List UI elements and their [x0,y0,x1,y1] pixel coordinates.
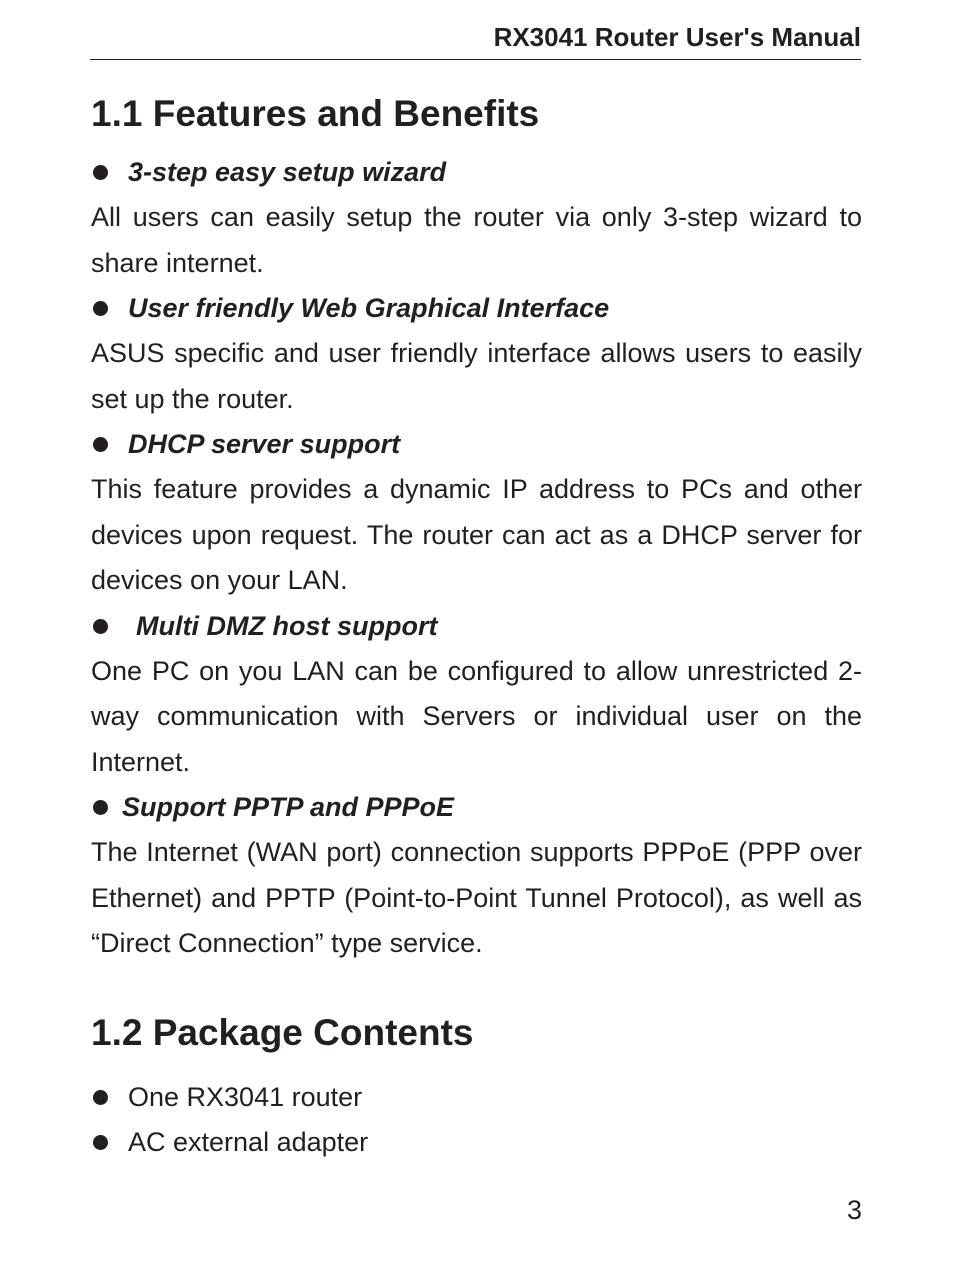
feature-title: User friendly Web Graphical Interface [128,293,610,323]
feature-title: Support PPTP and PPPoE [122,792,455,822]
feature-bullet-web-interface [91,286,862,331]
feature-bullet-pptp-pppoe [91,785,862,830]
feature-bullet-dhcp [91,422,862,467]
feature-description: The Internet (WAN port) connection supports PPPoE (PPP over Ethernet) and PPTP (Point-to-Point Tunnel Protocol), as well as “Direct Connection” type service. [91,837,862,958]
package-item-label: AC external adapter [128,1126,369,1157]
bullet-dot-icon [93,165,108,180]
bullet-dot-icon [93,1090,108,1105]
feature-description: One PC on you LAN can be configured to allow unrestricted 2-way communication with Servers or individual user on the Internet. [91,655,862,777]
section-heading-features: 1.1 Features and Benefits [91,93,540,134]
feature-description: ASUS specific and user friendly interface allows users to easily set up the router. [91,338,862,414]
page-number: 3 [846,1195,862,1225]
feature-bullet-dmz [91,604,862,649]
feature-description: This feature provides a dynamic IP address to PCs and other devices upon request. The router can act as a DHCP server for devices on your LAN. [91,474,862,595]
page-body [91,88,862,1165]
feature-title: 3-step easy setup wizard [128,157,447,187]
bullet-dot-icon [93,1135,108,1150]
package-item [91,1075,862,1120]
header-rule [90,59,861,60]
package-item-label: One RX3041 router [128,1081,363,1112]
bullet-dot-icon [93,437,108,452]
bullet-dot-icon [93,619,108,634]
bullet-dot-icon [93,301,108,316]
running-header: RX3041 Router User's Manual [493,22,861,52]
feature-title: DHCP server support [128,429,401,459]
feature-bullet-setup-wizard [91,150,862,195]
section-heading-package: 1.2 Package Contents [91,1011,474,1053]
bullet-dot-icon [93,800,108,815]
feature-title: Multi DMZ host support [136,610,438,641]
package-item [91,1120,862,1165]
feature-description: All users can easily setup the router via only 3-step wizard to share internet. [91,202,862,278]
